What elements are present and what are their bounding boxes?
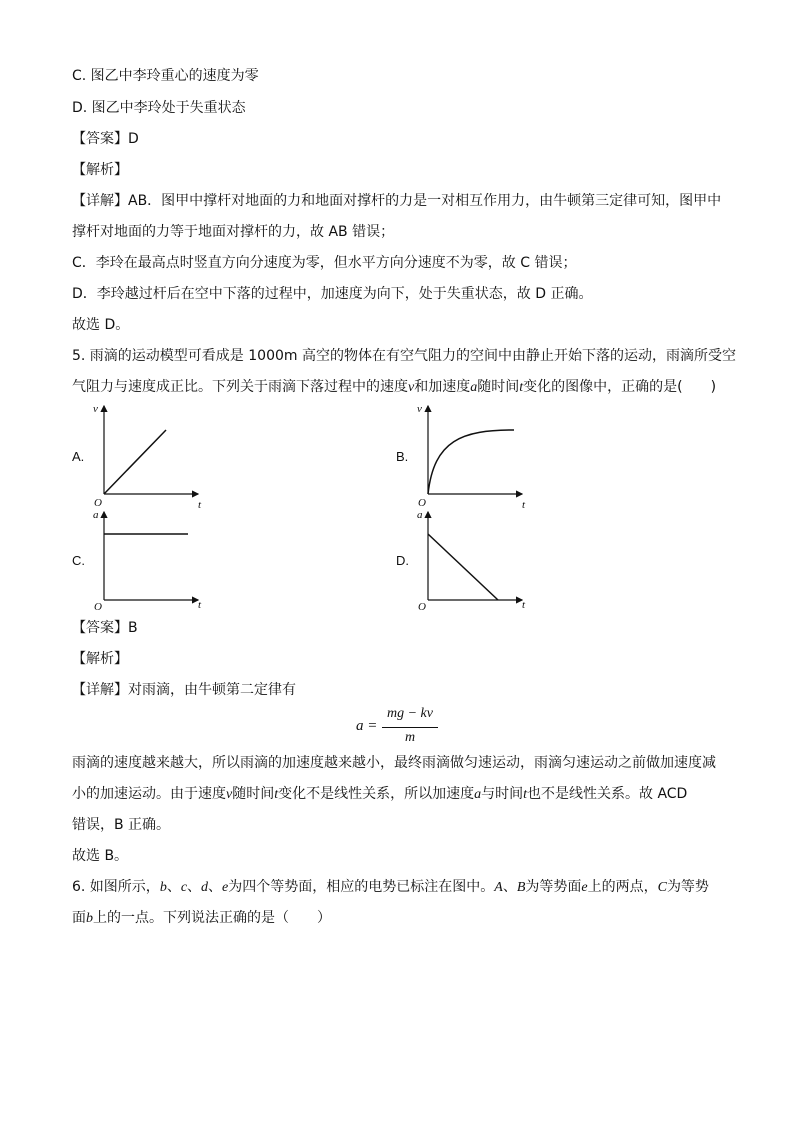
text: 随时间 bbox=[477, 379, 520, 395]
formula-numerator: mg − kv bbox=[387, 706, 433, 721]
answer-label: 【答案】D bbox=[72, 131, 139, 147]
text: 变化的图像中，正确的是( ) bbox=[523, 379, 717, 395]
var-e: e bbox=[222, 880, 229, 895]
y-axis-label: a bbox=[417, 509, 423, 521]
text: 为等势 bbox=[666, 879, 709, 895]
option-c-label: C. bbox=[72, 553, 85, 568]
q5-choose-line: 故选 B。 bbox=[72, 848, 129, 864]
var-e: e bbox=[581, 880, 588, 895]
text: 为等势面 bbox=[525, 879, 582, 895]
origin-label: O bbox=[418, 497, 426, 509]
text: 上的两点， bbox=[587, 879, 658, 895]
v-t-saturation-curve bbox=[428, 430, 514, 494]
var-a: a bbox=[470, 380, 478, 395]
option-b-label: B. bbox=[396, 449, 409, 464]
text: 、 bbox=[502, 879, 517, 895]
var-C: C bbox=[657, 880, 667, 895]
y-axis-label: a bbox=[93, 509, 99, 521]
formula-denominator: m bbox=[404, 730, 416, 745]
text: 与时间 bbox=[481, 786, 524, 802]
detail-line: 撑杆对地面的力等于地面对撑杆的力，故 AB 错误； bbox=[72, 224, 395, 240]
var-B: B bbox=[516, 880, 526, 895]
var-c: c bbox=[180, 880, 188, 895]
x-axis-label: t bbox=[198, 599, 202, 611]
origin-label: O bbox=[94, 601, 102, 613]
q5-explain-line-1: 雨滴的速度越来越大，所以雨滴的加速度越来越小，最终雨滴做匀速运动，雨滴匀速运动之前做加速度减 bbox=[72, 755, 716, 771]
analysis-label: 【解析】 bbox=[72, 162, 128, 178]
var-t: t bbox=[523, 787, 527, 802]
text: 、 bbox=[187, 879, 202, 895]
graph-c bbox=[88, 506, 218, 618]
origin-label: O bbox=[418, 601, 426, 613]
text: 也不是线性关系。故 ACD bbox=[527, 786, 688, 802]
v-t-linear-line bbox=[104, 430, 166, 494]
var-A: A bbox=[494, 880, 503, 895]
choose-line: 故选 D。 bbox=[72, 317, 130, 333]
text: 和加速度 bbox=[414, 379, 471, 395]
q5-answer-label: 【答案】B bbox=[72, 620, 138, 636]
q5-stem-line-2 bbox=[72, 377, 716, 398]
detail-line: C．李玲在最高点时竖直方向分速度为零，但水平方向分速度不为零，故 C 错误； bbox=[72, 255, 577, 271]
y-axis-label: v bbox=[93, 403, 98, 415]
text: 、 bbox=[208, 879, 223, 895]
q6-stem-line-2 bbox=[72, 908, 331, 929]
var-v: v bbox=[226, 787, 233, 802]
detail-line: 【详解】AB．图甲中撑杆对地面的力和地面对撑杆的力是一对相互作用力，由牛顿第三定律可知，图甲中 bbox=[72, 193, 722, 209]
text: 小的加速运动。由于速度 bbox=[72, 786, 226, 802]
var-a: a bbox=[474, 787, 482, 802]
option-a-label: A. bbox=[72, 449, 85, 464]
fraction-bar bbox=[382, 727, 438, 728]
newton-second-law-formula bbox=[356, 706, 446, 750]
text: 、 bbox=[166, 879, 181, 895]
x-axis-label: t bbox=[522, 499, 526, 511]
a-t-decreasing-line bbox=[428, 534, 498, 600]
var-b: b bbox=[159, 880, 167, 895]
q5-analysis-label: 【解析】 bbox=[72, 651, 128, 667]
text: 随时间 bbox=[232, 786, 275, 802]
q5-explain-line-3: 错误，B 正确。 bbox=[72, 817, 171, 833]
option-c-text: C. 图乙中李玲重心的速度为零 bbox=[72, 68, 259, 84]
var-d: d bbox=[201, 880, 209, 895]
var-t: t bbox=[274, 787, 279, 802]
var-t: t bbox=[519, 380, 524, 395]
x-axis-label: t bbox=[198, 499, 202, 511]
q5-detail-line: 【详解】对雨滴，由牛顿第二定律有 bbox=[72, 682, 296, 698]
var-v: v bbox=[408, 380, 415, 395]
option-d-text: D. 图乙中李玲处于失重状态 bbox=[72, 100, 246, 116]
text: 变化不是线性关系，所以加速度 bbox=[278, 786, 475, 802]
option-d-label: D. bbox=[396, 553, 409, 568]
text: 6. 如图所示， bbox=[72, 879, 160, 895]
formula-lhs: a = bbox=[356, 718, 378, 734]
var-b: b bbox=[86, 911, 93, 926]
text: 面 bbox=[72, 910, 86, 926]
q5-stem-line-1: 5. 雨滴的运动模型可看成是 1000m 高空的物体在有空气阻力的空间中由静止开始下落的运动，雨滴所受空 bbox=[72, 348, 736, 364]
origin-label: O bbox=[94, 497, 102, 509]
detail-line: D．李玲越过杆后在空中下落的过程中，加速度为向下，处于失重状态，故 D 正确。 bbox=[72, 286, 593, 302]
text: 为四个等势面，相应的电势已标注在图中。 bbox=[228, 879, 495, 895]
x-axis-label: t bbox=[522, 599, 526, 611]
graph-d bbox=[412, 506, 542, 618]
graph-a bbox=[88, 400, 218, 512]
text: 气阻力与速度成正比。下列关于雨滴下落过程中的速度 bbox=[72, 379, 408, 395]
text: 上的一点。下列说法正确的是（ ） bbox=[93, 910, 331, 926]
graph-b bbox=[412, 400, 542, 512]
q6-stem-line-1 bbox=[72, 877, 709, 898]
y-axis-label: v bbox=[417, 403, 422, 415]
q5-explain-line-2 bbox=[72, 784, 687, 805]
